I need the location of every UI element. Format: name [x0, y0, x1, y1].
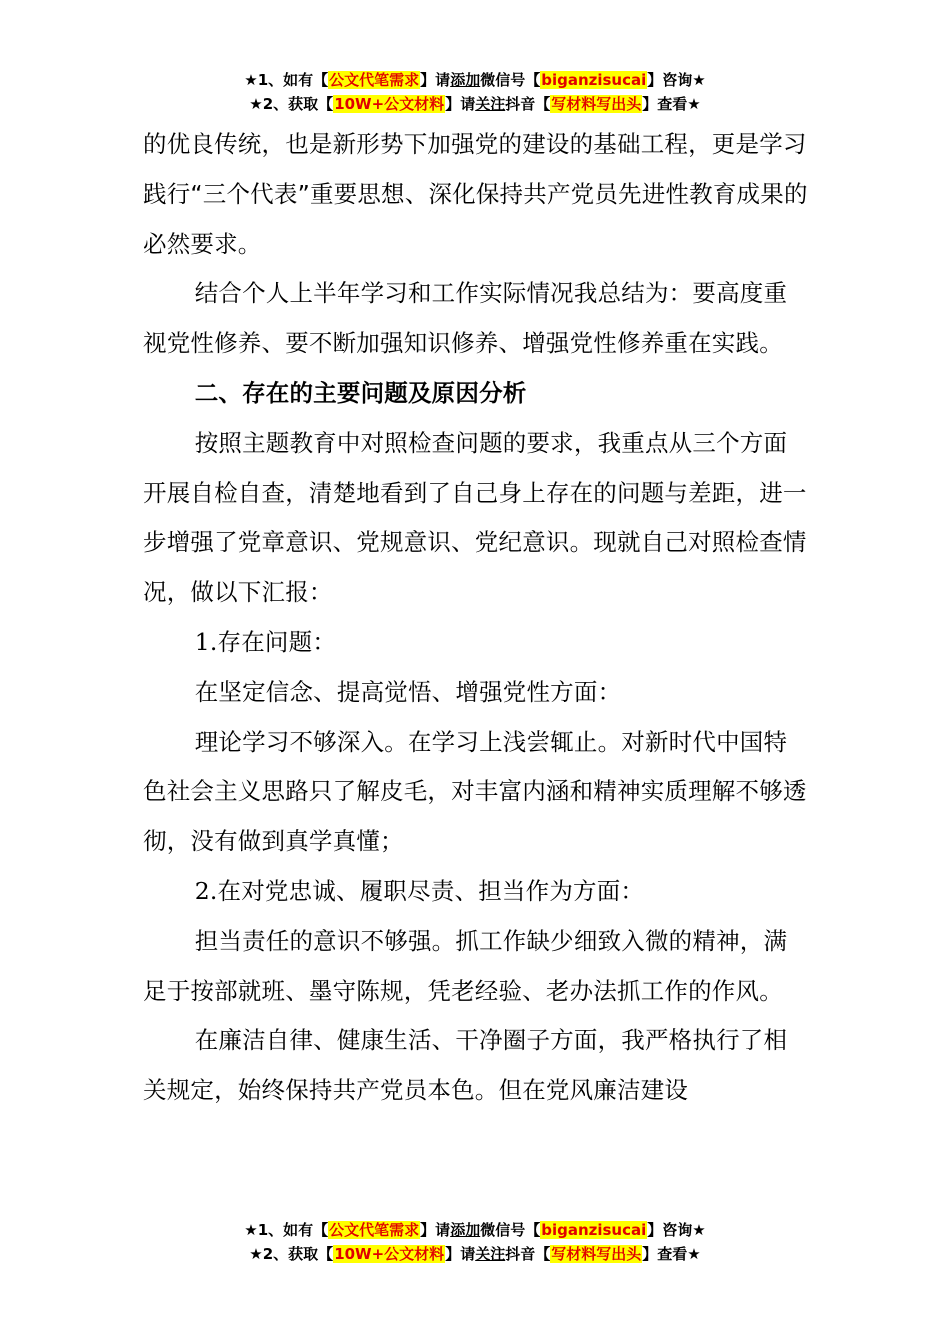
banner-line-1: ★1、如有【公文代笔需求】请添加微信号【biganzisucai】咨询★ — [244, 71, 706, 89]
banner-douyin-id: 写材料写出头 — [551, 1245, 642, 1263]
banner-douyin-id: 写材料写出头 — [551, 95, 642, 113]
section-heading: 二、存在的主要问题及原因分析 — [194, 378, 527, 407]
paragraph: 理论学习不够深入。在学习上浅尝辄止。对新时代中国特色社会主义思路只了解皮毛，对丰富内涵和精神实质理解不够透彻，没有做到真学真懂； — [143, 727, 807, 856]
paragraph: 在廉洁自律、健康生活、干净圈子方面，我严格执行了相关规定，始终保持共产党员本色。但在党风廉洁建设 — [143, 1026, 788, 1105]
list-item: 1.存在问题： — [194, 627, 337, 656]
paragraph: 结合个人上半年学习和工作实际情况我总结为：要高度重视党性修养、要不断加强知识修养、增强党性修养重在实践。 — [143, 279, 788, 358]
list-item: 2.在对党忠诚、履职尽责、担当作为方面： — [194, 876, 645, 905]
footer-banner — [0, 1218, 950, 1266]
banner-highlight: 公文代笔需求 — [329, 71, 420, 89]
paragraph: 担当责任的意识不够强。抓工作缺少细致入微的精神，满足于按部就班、墨守陈规，凭老经验、老办法抓工作的作风。 — [143, 926, 788, 1005]
paragraph: 按照主题教育中对照检查问题的要求，我重点从三个方面开展自检自查，清楚地看到了自己身上存在的问题与差距，进一步增强了党章意识、党规意识、党纪意识。现就自己对照检查情况，做以下汇报： — [143, 428, 807, 607]
paragraph: 的优良传统，也是新形势下加强党的建设的基础工程，更是学习践行“三个代表”重要思想、深化保持共产党员先进性教育成果的必然要求。 — [143, 130, 808, 258]
paragraph: 在坚定信念、提高觉悟、增强党性方面： — [194, 677, 622, 706]
banner-highlight: 10W+公文材料 — [334, 1245, 445, 1263]
document-body — [143, 120, 808, 1116]
banner-line-1: ★1、如有【公文代笔需求】请添加微信号【biganzisucai】咨询★ — [244, 1221, 706, 1239]
banner-line-2: ★2、获取【10W+公文材料】请关注抖音【写材料写出头】查看★ — [249, 1245, 701, 1263]
banner-highlight: 公文代笔需求 — [329, 1221, 420, 1239]
banner-wechat-id: biganzisucai — [541, 71, 647, 89]
banner-highlight: 10W+公文材料 — [334, 95, 445, 113]
header-banner — [0, 68, 950, 116]
banner-line-2: ★2、获取【10W+公文材料】请关注抖音【写材料写出头】查看★ — [249, 95, 701, 113]
banner-wechat-id: biganzisucai — [541, 1221, 647, 1239]
